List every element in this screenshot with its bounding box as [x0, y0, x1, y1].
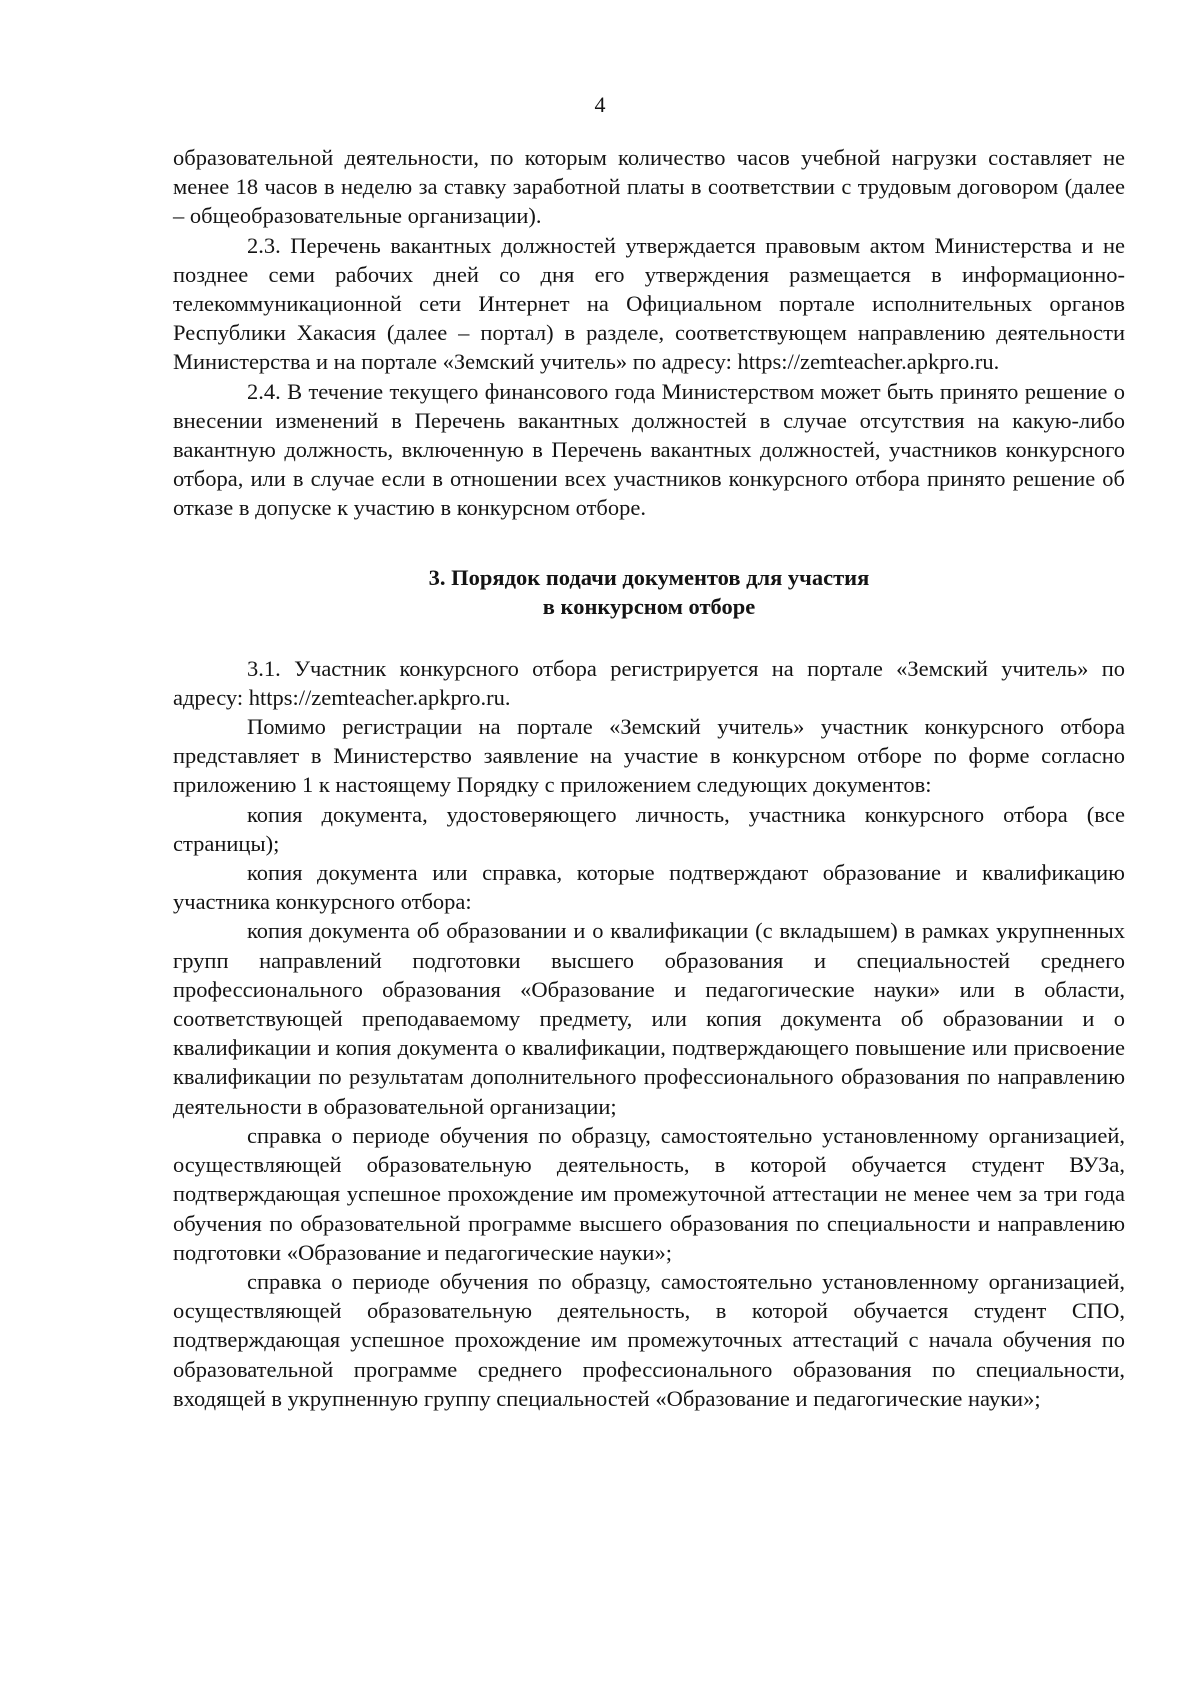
paragraph-application: Помимо регистрации на портале «Земский учитель» участник конкурсного отбора представляет в Министерство заявление на участие в конкурсном отборе по форме согласно приложению 1 к настоящему Порядку с приложением следующих документов:: [173, 714, 1125, 798]
page-number: 4: [594, 92, 606, 117]
paragraph-continuation: образовательной деятельности, по которым количество часов учебной нагрузки составляет не менее 18 часов в неделю за ставку заработной платы в соответствии с трудовым договором (далее – общеобразовательные организации).: [173, 145, 1125, 229]
document-body: [173, 143, 1125, 1413]
section-3-heading: [173, 563, 1125, 622]
list-item-education-proof: копия документа или справка, которые подтверждают образование и квалификацию участника конкурсного отбора:: [173, 860, 1125, 915]
section-3-heading-line1: 3. Порядок подачи документов для участия: [428, 564, 870, 590]
paragraph-2-4: 2.4. В течение текущего финансового года Министерством может быть принято решение о внесении изменений в Перечень вакантных должностей в случае отсутствия на какую-либо вакантную должность, включенную в Перечень вакантных должностей, участников конкурсного отбора, или в случае если в отношении всех участников конкурсного отбора принято решение об отказе в допуске к участию в конкурсном отборе.: [173, 378, 1125, 521]
list-item-identity-copy: копия документа, удостоверяющего личность, участника конкурсного отбора (все страницы);: [173, 801, 1125, 856]
paragraph-2-3: 2.3. Перечень вакантных должностей утверждается правовым актом Министерства и не позднее семи рабочих дней со дня его утверждения размещается в информационно-телекоммуникационной сети Интернет на Официальном портале исполнительных органов Республики Хакасия (далее – портал) в разделе, соответствующем направлению деятельности Министерства и на портале «Земский учитель» по адресу: https://zemteacher.apkpro.ru.: [173, 232, 1125, 375]
list-item-college-certificate: справка о периоде обучения по образцу, самостоятельно установленному организацией, осуществляющей образовательную деятельность, в которой обучается студент СПО, подтверждающая успешное прохождение им промежуточных аттестаций с начала обучения по образовательной программе среднего профессионального образования по специальности, входящей в укрупненную группу специальностей «Образование и педагогические науки»;: [173, 1268, 1125, 1411]
list-item-university-certificate: справка о периоде обучения по образцу, самостоятельно установленному организацией, осуществляющей образовательную деятельность, в которой обучается студент ВУЗа, подтверждающая успешное прохождение им промежуточной аттестации не менее чем за три года обучения по образовательной программе высшего образования по специальности и направлению подготовки «Образование и педагогические науки»;: [173, 1122, 1125, 1265]
section-3-heading-line2: в конкурсном отборе: [542, 594, 756, 620]
paragraph-3-1: 3.1. Участник конкурсного отбора регистрируется на портале «Земский учитель» по адресу: https://zemteacher.apkpro.ru.: [173, 655, 1125, 710]
list-item-diploma-copy: копия документа об образовании и о квалификации (с вкладышем) в рамках укрупненных групп направлений подготовки высшего образования и специальностей среднего профессионального образования «Образование и педагогические науки» или в области, соответствующей преподаваемому предмету, или копия документа об образовании и о квалификации и копия документа о квалификации, подтверждающего повышение или присвоение квалификации по результатам дополнительного профессионального образования по направлению деятельности в образовательной организации;: [173, 918, 1125, 1119]
